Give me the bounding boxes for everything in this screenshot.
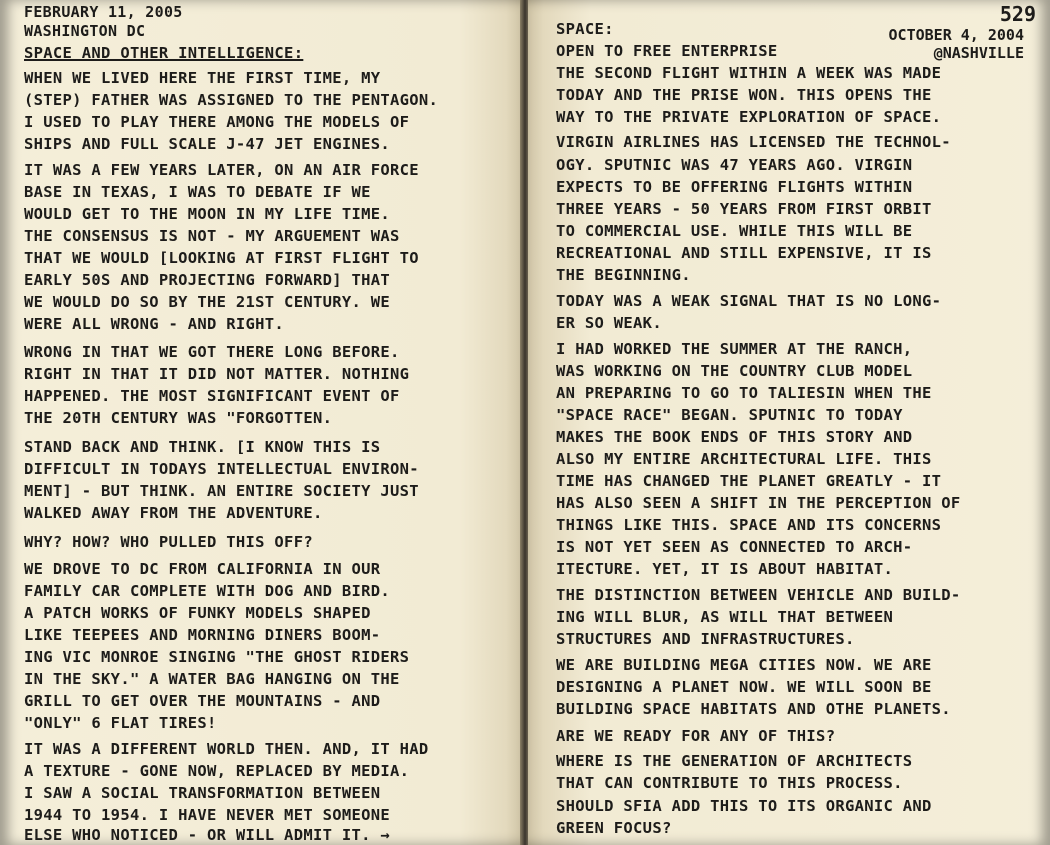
text-line: ITECTURE. YET, IT IS ABOUT HABITAT.	[556, 560, 894, 578]
text-line: VIRGIN AIRLINES HAS LICENSED THE TECHNOL-	[556, 133, 951, 151]
text-line: AN PREPARING TO GO TO TALIESIN WHEN THE	[556, 384, 932, 402]
text-line: IT WAS A FEW YEARS LATER, ON AN AIR FORCE	[24, 161, 419, 179]
entry-title: SPACE:	[556, 20, 614, 38]
text-line: EXPECTS TO BE OFFERING FLIGHTS WITHIN	[556, 178, 913, 196]
text-line: WHERE IS THE GENERATION OF ARCHITECTS	[556, 752, 913, 770]
text-line: ING WILL BLUR, AS WILL THAT BETWEEN	[556, 608, 894, 626]
text-line: "SPACE RACE" BEGAN. SPUTNIC TO TODAY	[556, 406, 903, 424]
text-line: RIGHT IN THAT IT DID NOT MATTER. NOTHING	[24, 365, 410, 383]
text-line: THINGS LIKE THIS. SPACE AND ITS CONCERNS	[556, 516, 942, 534]
text-line: DIFFICULT IN TODAYS INTELLECTUAL ENVIRON-	[24, 460, 419, 478]
text-line: I USED TO PLAY THERE AMONG THE MODELS OF	[24, 113, 410, 131]
text-line: SHIPS AND FULL SCALE J-47 JET ENGINES.	[24, 135, 391, 153]
text-line: WRONG IN THAT WE GOT THERE LONG BEFORE.	[24, 343, 400, 361]
text-line: HAS ALSO SEEN A SHIFT IN THE PERCEPTION OF	[556, 494, 961, 512]
text-line: EARLY 50S AND PROJECTING FORWARD] THAT	[24, 271, 391, 289]
text-line: IS NOT YET SEEN AS CONNECTED TO ARCH-	[556, 538, 913, 556]
text-line: TO COMMERCIAL USE. WHILE THIS WILL BE	[556, 222, 913, 240]
text-line: A PATCH WORKS OF FUNKY MODELS SHAPED	[24, 604, 371, 622]
text-line: WE WOULD DO SO BY THE 21ST CENTURY. WE	[24, 293, 391, 311]
text-line: THAT CAN CONTRIBUTE TO THIS PROCESS.	[556, 774, 903, 792]
text-line: TODAY WAS A WEAK SIGNAL THAT IS NO LONG-	[556, 292, 942, 310]
text-line: THE CONSENSUS IS NOT - MY ARGUEMENT WAS	[24, 227, 400, 245]
text-line: WE ARE BUILDING MEGA CITIES NOW. WE ARE	[556, 656, 932, 674]
text-line: FAMILY CAR COMPLETE WITH DOG AND BIRD.	[24, 582, 391, 600]
text-line: IN THE SKY." A WATER BAG HANGING ON THE	[24, 670, 400, 688]
text-line: THE DISTINCTION BETWEEN VEHICLE AND BUILD-	[556, 586, 961, 604]
text-line: ALSO MY ENTIRE ARCHITECTURAL LIFE. THIS	[556, 450, 932, 468]
text-line: GREEN FOCUS?	[556, 819, 672, 837]
entry-date: OCTOBER 4, 2004	[888, 26, 1024, 44]
text-line: WE DROVE TO DC FROM CALIFORNIA IN OUR	[24, 560, 381, 578]
text-line: A TEXTURE - GONE NOW, REPLACED BY MEDIA.	[24, 762, 410, 780]
text-line: WAS WORKING ON THE COUNTRY CLUB MODEL	[556, 362, 913, 380]
text-line: (STEP) FATHER WAS ASSIGNED TO THE PENTAGON.	[24, 91, 439, 109]
text-line: WAY TO THE PRIVATE EXPLORATION OF SPACE.	[556, 108, 942, 126]
text-line: ER SO WEAK.	[556, 314, 662, 332]
text-line: "ONLY" 6 FLAT TIRES!	[24, 714, 217, 732]
text-line: MENT] - BUT THINK. AN ENTIRE SOCIETY JUST	[24, 482, 419, 500]
text-line: MAKES THE BOOK ENDS OF THIS STORY AND	[556, 428, 913, 446]
text-line: THAT WE WOULD [LOOKING AT FIRST FLIGHT TO	[24, 249, 419, 267]
text-line: THE BEGINNING.	[556, 266, 691, 284]
text-line: TODAY AND THE PRISE WON. THIS OPENS THE	[556, 86, 932, 104]
left-page	[0, 0, 522, 845]
text-line: 1944 TO 1954. I HAVE NEVER MET SOMEONE	[24, 806, 391, 824]
text-line: WALKED AWAY FROM THE ADVENTURE.	[24, 504, 323, 522]
text-line: WERE ALL WRONG - AND RIGHT.	[24, 315, 285, 333]
text-line: THE 20TH CENTURY WAS "FORGOTTEN.	[24, 409, 333, 427]
text-line: TIME HAS CHANGED THE PLANET GREATLY - IT	[556, 472, 942, 490]
text-line: HAPPENED. THE MOST SIGNIFICANT EVENT OF	[24, 387, 400, 405]
entry-subtitle: OPEN TO FREE ENTERPRISE	[556, 42, 778, 60]
text-line: WOULD GET TO THE MOON IN MY LIFE TIME.	[24, 205, 391, 223]
text-line: STRUCTURES AND INFRASTRUCTURES.	[556, 630, 855, 648]
entry-location: @NASHVILLE	[933, 44, 1024, 62]
text-line: WHY? HOW? WHO PULLED THIS OFF?	[24, 533, 313, 551]
text-line: THREE YEARS - 50 YEARS FROM FIRST ORBIT	[556, 200, 932, 218]
text-line: THE SECOND FLIGHT WITHIN A WEEK WAS MADE	[556, 64, 942, 82]
text-line: I SAW A SOCIAL TRANSFORMATION BETWEEN	[24, 784, 381, 802]
text-line: RECREATIONAL AND STILL EXPENSIVE, IT IS	[556, 244, 932, 262]
text-line: DESIGNING A PLANET NOW. WE WILL SOON BE	[556, 678, 932, 696]
entry-location: WASHINGTON DC	[24, 22, 146, 40]
text-line: SHOULD SFIA ADD THIS TO ITS ORGANIC AND	[556, 797, 932, 815]
text-line: ARE WE READY FOR ANY OF THIS?	[556, 727, 836, 745]
text-line: GRILL TO GET OVER THE MOUNTAINS - AND	[24, 692, 381, 710]
text-line: I HAD WORKED THE SUMMER AT THE RANCH,	[556, 340, 913, 358]
entry-title: SPACE AND OTHER INTELLIGENCE:	[24, 44, 304, 62]
page-number: 529	[999, 2, 1036, 26]
text-line: ELSE WHO NOTICED - OR WILL ADMIT IT. →	[24, 826, 391, 844]
text-line: WHEN WE LIVED HERE THE FIRST TIME, MY	[24, 69, 381, 87]
text-line: OGY. SPUTNIC WAS 47 YEARS AGO. VIRGIN	[556, 156, 913, 174]
text-line: ING VIC MONROE SINGING "THE GHOST RIDERS	[24, 648, 410, 666]
text-line: BASE IN TEXAS, I WAS TO DEBATE IF WE	[24, 183, 371, 201]
text-line: BUILDING SPACE HABITATS AND OTHE PLANETS.	[556, 700, 951, 718]
right-page	[528, 0, 1050, 845]
text-line: STAND BACK AND THINK. [I KNOW THIS IS	[24, 438, 381, 456]
text-line: LIKE TEEPEES AND MORNING DINERS BOOM-	[24, 626, 381, 644]
entry-date: FEBRUARY 11, 2005	[24, 3, 183, 21]
text-line: IT WAS A DIFFERENT WORLD THEN. AND, IT HAD	[24, 740, 429, 758]
